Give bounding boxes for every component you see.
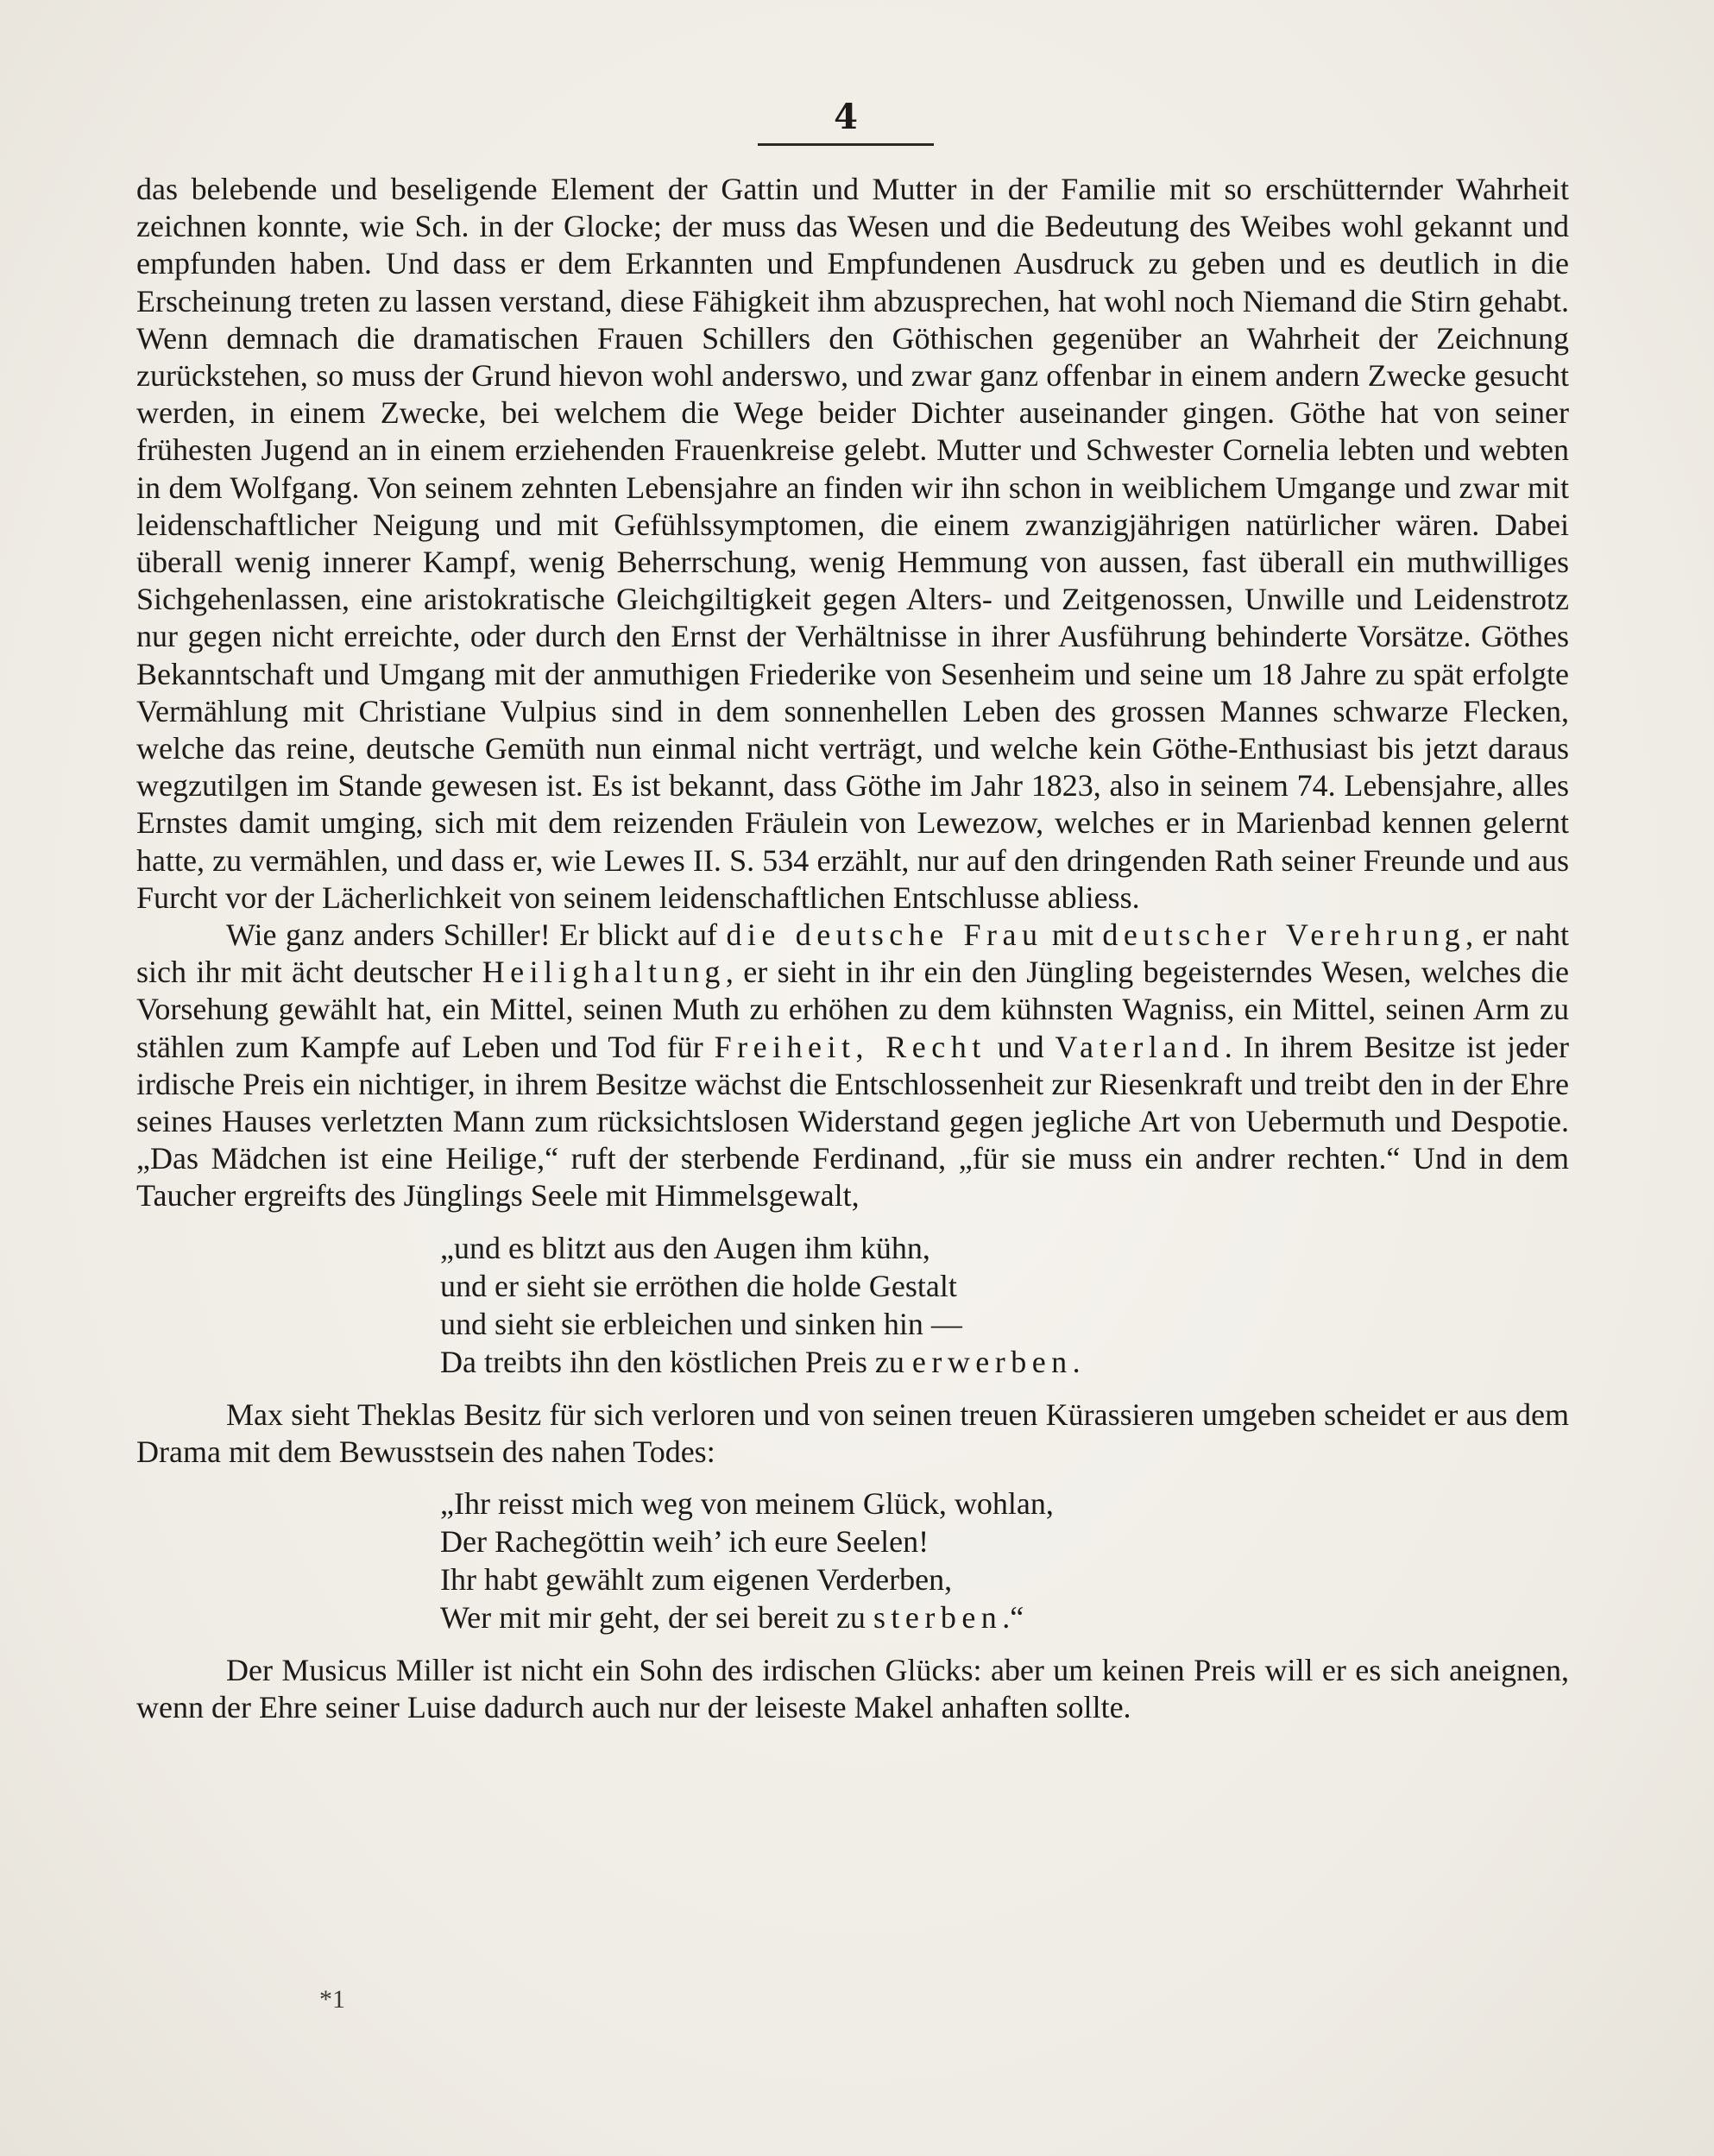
page-number: 4 xyxy=(834,97,858,137)
spaced-emphasis: Heilighaltung xyxy=(482,955,726,990)
verse-line: „Ihr reisst mich weg von meinem Glück, wohlan, xyxy=(440,1486,1054,1522)
spaced-emphasis: Freiheit, Recht xyxy=(714,1029,986,1064)
paragraph-text: mit xyxy=(1043,917,1103,953)
spaced-emphasis: Vaterland xyxy=(1055,1029,1225,1064)
verse-text: . xyxy=(1072,1344,1081,1379)
verse-text: Da treibts ihn den köstlichen Preis zu xyxy=(440,1344,912,1379)
verse-line: und sieht sie erbleichen und sinken hin — xyxy=(440,1306,962,1341)
spaced-emphasis: deutscher Verehrung xyxy=(1102,917,1466,953)
body-text xyxy=(136,171,1569,1727)
verse-line: Der Rachegöttin weih’ ich eure Seelen! xyxy=(440,1524,929,1560)
page-number-rule xyxy=(758,143,934,146)
verse-line: Ihr habt gewählt zum eigenen Verderben, xyxy=(440,1562,953,1598)
verse-wallenstein xyxy=(440,1485,1569,1636)
paragraph-text: . In ihrem Besitze ist jeder irdische Preis ein nichtiger, in ihrem Besitze wächst die Entschlossenheit zur Riesenkraft und treibt den in der Ehre seines Hauses verletzten Mann zum rücksichtslosen Widerstand gegen jegliche Art von Uebermuth und Despotie. „Das Mädchen ist eine Heilige,“ ruft der sterbende Ferdinand, „für sie muss ein andrer rechten.“ Und in dem Taucher ergreifts des Jünglings Seele mit Himmelsgewalt, xyxy=(136,1029,1569,1214)
paragraph-text: das belebende und beseligende Element der Gattin und Mutter in der Familie mit so erschütternder Wahrheit zeichnen konnte, wie Sch. in der Glocke; der muss das Wesen und die Bedeutung des Weibes wohl gekannt und empfunden haben. Und dass er dem Erkannten und Empfundenen Ausdruck zu geben und es deutlich in die Erscheinung treten zu lassen verstand, diese Fähigkeit ihm abzusprechen, hat wohl noch Niemand die Stirn gehabt. Wenn demnach die dramatischen Frauen Schillers den Göthischen gegenüber an Wahrheit der Zeichnung zurückstehen, so muss der Grund hievon wohl anderswo, und zwar ganz offenbar in einem andern Zwecke gesucht werden, in einem Zwecke, bei welchem die Wege beider Dichter auseinander gingen. Göthe hat von seiner frühesten Jugend an in einem erziehenden Frauenkreise gelebt. Mutter und Schwester Cornelia lebten und webten in dem Wolfgang. Von seinem zehnten Lebensjahre an finden wir ihn schon in weiblichem Umgange und zwar mit leidenschaftlicher Neigung und mit Gefühlssymptomen, die einem zwanzigjährigen natürlicher wären. Dabei überall wenig innerer Kampf, wenig Beherrschung, wenig Hemmung von aussen, fast überall ein muthwilliges Sichgehenlassen, eine aristokratische Gleichgiltigkeit gegen Alters- und Zeitgenossen, Unwille und Leidenstrotz nur gegen nicht erreichte, oder durch den Ernst der Verhältnisse in ihrer Ausführung behinderte Vorsätze. Göthes Bekanntschaft und Umgang mit der anmuthigen Friederike von Sesenheim und seine um 18 Jahre zu spät erfolgte Vermählung mit Christiane Vulpius sind in dem sonnenhellen Leben des grossen Mannes schwarze Flecken, welche das reine, deutsche Gemüth nun einmal nicht verträgt, und welche kein Göthe-Enthusiast bis jetzt daraus wegzutilgen im Stande gewesen ist. Es ist bekannt, dass Göthe im Jahr 1823, also in seinem 74. Lebensjahre, alles Ernstes damit umging, sich mit dem reizenden Fräulein von Lewezow, welches er in Marienbad kennen gelernt hatte, zu vermählen, und dass er, wie Lewes II. S. 534 erzählt, nur auf den dringenden Rath seiner Freunde und aus Furcht vor der Lächerlichkeit von seinem leidenschaftlichen Entschlusse abliess. xyxy=(136,172,1569,915)
spaced-emphasis: erwerben xyxy=(911,1344,1073,1379)
spaced-emphasis: sterben xyxy=(873,1600,1003,1636)
paragraph-text: , er naht sich ihr mit ächt deutscher xyxy=(136,917,1569,990)
verse-line xyxy=(440,1598,1569,1636)
paragraph-schiller-women xyxy=(136,917,1569,1215)
spaced-emphasis: die deutsche Frau xyxy=(726,917,1043,953)
verse-line xyxy=(440,1343,1569,1381)
paragraph-text: Der Musicus Miller ist nicht ein Sohn des irdischen Glücks: aber um keinen Preis will er es sich aneignen, wenn der Ehre seiner Luise dadurch auch nur der leiseste Makel anhaften sollte. xyxy=(136,1653,1569,1725)
paragraph-max-thekla xyxy=(136,1396,1569,1471)
paragraph-text: , er sieht in ihr ein den Jüngling begeisterndes Wesen, welches die Vorsehung gewählt hat, ein Mittel, seinen Muth zu erhöhen zu dem kühnsten Wagniss, ein Mittel, seinen Arm zu stählen zum Kampfe auf Leben und Tod für xyxy=(136,955,1569,1064)
verse-line: und er sieht sie erröthen die holde Gestalt xyxy=(440,1268,957,1303)
paragraph-goethe-women xyxy=(136,171,1569,917)
verse-text: .“ xyxy=(1002,1600,1024,1636)
signature-mark: *1 xyxy=(319,1985,345,2014)
verse-text: Wer mit mir geht, der sei bereit zu xyxy=(440,1600,873,1636)
paragraph-text: Max sieht Theklas Besitz für sich verloren und von seinen treuen Kürassieren umgeben scheidet er aus dem Drama mit dem Bewusstsein des nahen Todes: xyxy=(136,1396,1569,1469)
paragraph-musicus-miller xyxy=(136,1652,1569,1726)
paragraph-text: Wie ganz anders Schiller! Er blickt auf xyxy=(226,917,727,953)
verse-line: „und es blitzt aus den Augen ihm kühn, xyxy=(440,1230,930,1265)
verse-taucher xyxy=(440,1229,1569,1381)
paragraph-text: und xyxy=(986,1029,1055,1064)
